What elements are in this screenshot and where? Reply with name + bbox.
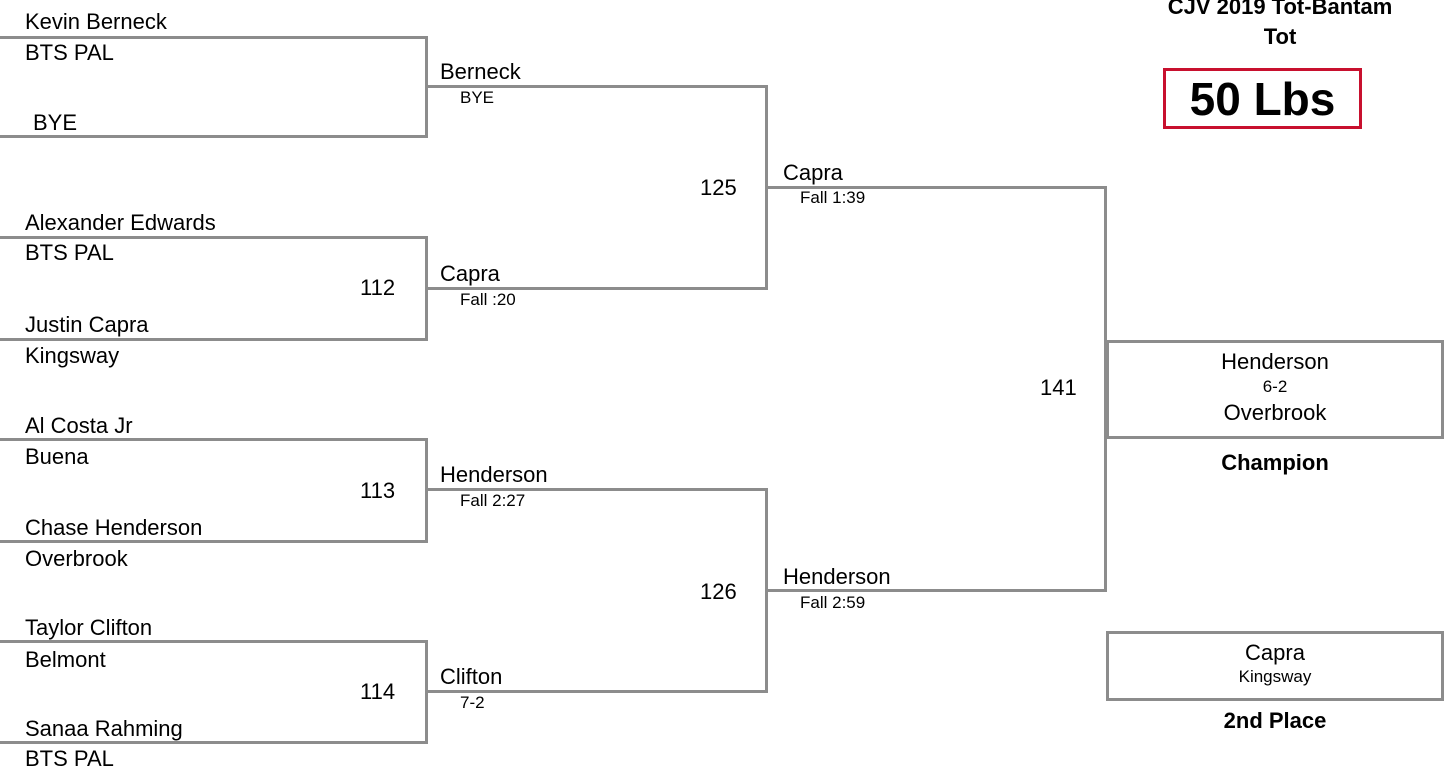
r2-m4-result: 7-2 (460, 693, 485, 712)
r1-m3-bottom-team: Overbrook (25, 546, 128, 571)
r1-m2-bottom-name: Justin Capra (25, 312, 149, 337)
r1-m3-bottom-name: Chase Henderson (25, 515, 203, 540)
r3-m1-result: Fall 1:39 (800, 188, 866, 207)
second-place-name: Capra (1245, 640, 1305, 665)
r3-m2-line (765, 589, 1107, 592)
r1-m4-top-line (0, 640, 428, 643)
r2-m4-winner: Clifton (440, 664, 503, 689)
second-place-box (1106, 631, 1444, 701)
r2-m1-winner: Berneck (440, 59, 521, 84)
r1-m3-top-team: Buena (25, 444, 89, 469)
second-place-label: 2nd Place (1223, 708, 1327, 733)
r1-m3-bout-number: 113 (360, 478, 396, 503)
weight-class-badge: 50 Lbs (1163, 68, 1362, 129)
r1-m1-bottom-line (0, 135, 428, 138)
event-title (1110, 0, 1450, 51)
event-title-line2: Tot (1263, 23, 1297, 49)
final-bout-number: 141 (1040, 375, 1077, 400)
r1-m2-top-team: BTS PAL (25, 240, 114, 265)
champion-box (1106, 340, 1444, 439)
r1-m4-bout-number: 114 (360, 679, 396, 704)
r1-m4-bottom-team: BTS PAL (25, 746, 114, 771)
r1-m4-top-team: Belmont (25, 647, 106, 672)
r2-top-bout-number: 125 (700, 175, 737, 200)
r2-m2-result: Fall :20 (460, 290, 516, 309)
r1-m2-bout-number: 112 (360, 275, 396, 300)
r1-m4-top-name: Taylor Clifton (25, 615, 153, 640)
r1-m1-bottom-name: BYE (33, 110, 78, 135)
r1-m1-top-line (0, 36, 428, 39)
r1-m2-bottom-line (0, 338, 428, 341)
r1-m3-top-name: Al Costa Jr (25, 413, 133, 438)
r2-m3-winner: Henderson (440, 462, 548, 487)
r2-m3-result: Fall 2:27 (460, 491, 526, 510)
r1-m3-top-line (0, 438, 428, 441)
champion-name: Henderson (1221, 349, 1329, 374)
r2-m2-winner: Capra (440, 261, 500, 286)
r1-m2-bottom-team: Kingsway (25, 343, 120, 368)
r3-m2-result: Fall 2:59 (800, 593, 866, 612)
champion-label: Champion (1221, 450, 1329, 475)
r1-m2-top-line (0, 236, 428, 239)
r1-m4-bottom-name: Sanaa Rahming (25, 716, 183, 741)
champion-team: Overbrook (1223, 400, 1327, 425)
r2-m1-result: BYE (460, 88, 495, 107)
r3-m1-winner: Capra (783, 160, 843, 185)
champion-result: 6-2 (1262, 377, 1288, 396)
r2-bottom-bout-number: 126 (700, 579, 737, 604)
r3-m2-winner: Henderson (783, 564, 891, 589)
second-place-team: Kingsway (1238, 667, 1312, 686)
r1-m3-bottom-line (0, 540, 428, 543)
r1-m1-top-name: Kevin Berneck (25, 9, 167, 34)
r1-m1-top-team: BTS PAL (25, 40, 114, 65)
r1-m4-bottom-line (0, 741, 428, 744)
event-title-line1: CJV 2019 Tot-Bantam (1167, 0, 1393, 19)
r1-m2-top-name: Alexander Edwards (25, 210, 216, 235)
